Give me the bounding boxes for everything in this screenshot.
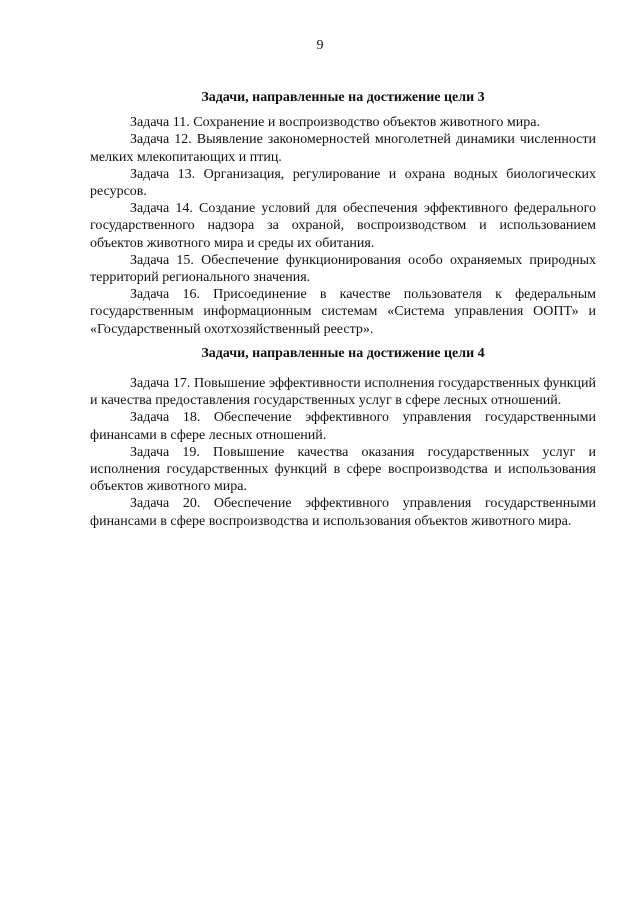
task-17: Задача 17. Повышение эффективности исполнения государственных функций и качества предоставления государственных услуг в сфере лесных отношений. [90, 376, 596, 409]
task-15: Задача 15. Обеспечение функционирования особо охраняемых природных территорий регионального значения. [90, 252, 596, 286]
task-19: Задача 19. Повышение качества оказания государственных услуг и исполнения государственных функций в сфере воспроизводства и использования объектов животного мира. [90, 444, 596, 495]
task-11: Задача 11. Сохранение и воспроизводство объектов животного мира. [130, 115, 540, 131]
task-13: Задача 13. Организация, регулирование и охрана водных биологических ресурсов. [90, 166, 596, 200]
section-heading: Задачи, направленные на достижение цели 4 [201, 345, 485, 361]
task-16: Задача 16. Присоединение в качестве пользователя к федеральным государственным информационным системам «Система управления ООПТ» и «Государственный охотхозяйственный реестр». [90, 287, 596, 337]
task-18: Задача 18. Обеспечение эффективного управления государственными финансами в сфере лесных отношений. [90, 410, 596, 443]
task-12: Задача 12. Выявление закономерностей многолетней динамики численности мелких млекопитающих и птиц. [90, 132, 596, 165]
page-content [90, 89, 596, 530]
task-20: Задача 20. Обеспечение эффективного управления государственными финансами в сфере воспроизводства и использования объектов животного мира. [90, 496, 596, 529]
page-number: 9 [316, 38, 324, 53]
section-heading: Задачи, направленные на достижение цели 3 [201, 90, 485, 105]
task-14: Задача 14. Создание условий для обеспечения эффективного федерального государственного надзора за охраной, воспроизводством и использованием объектов животного мира и среды их обитания. [90, 201, 596, 251]
section-goal-3 [90, 89, 596, 338]
section-goal-4 [90, 345, 596, 530]
